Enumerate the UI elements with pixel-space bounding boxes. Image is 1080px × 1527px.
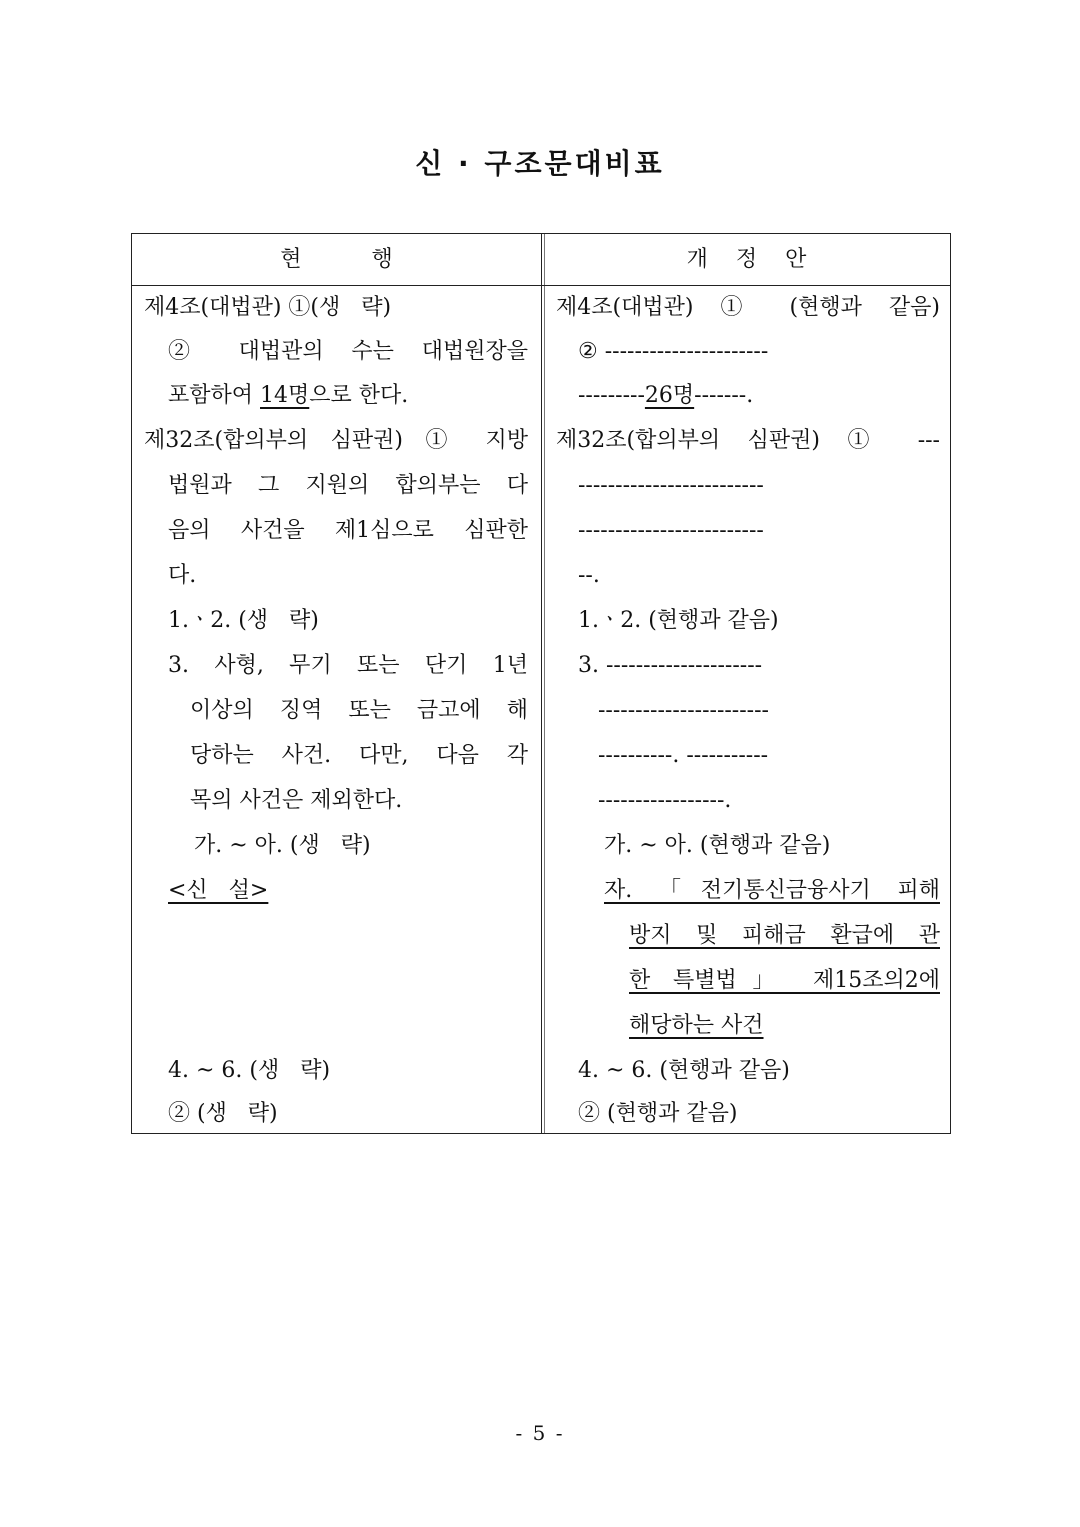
proposed-new-subitem-line4: 해당하는 사건	[629, 1013, 764, 1038]
page-number: - 5 -	[515, 1421, 565, 1445]
current-subitems: 가. ~ 아. (생 략)	[194, 833, 371, 858]
current-new-marker-text: <신 설>	[168, 878, 269, 903]
current-art32-heading: 제32조(합의부의 심판권) ① 지방	[144, 428, 528, 453]
current-text: 으로 한다.	[309, 383, 409, 408]
proposed-art4-heading: 제4조(대법관) ① (현행과 같음)	[556, 295, 940, 320]
proposed-items-1-2: 1.ㆍ2. (현행과 같음)	[578, 608, 779, 633]
header-current: 현 행	[280, 247, 393, 272]
comparison-table	[131, 233, 951, 1134]
current-art32-para2: ② (생 략)	[168, 1101, 278, 1126]
current-art32-line2: 법원과 그 지원의 합의부는 다	[168, 473, 528, 498]
current-item3-line1: 3. 사형, 무기 또는 단기 1년	[168, 653, 528, 678]
current-text: 포함하여	[168, 383, 261, 408]
proposed-art32-line3: -------------------------	[578, 518, 764, 543]
proposed-art4-para2-line1: ② ----------------------	[578, 339, 769, 364]
column-divider	[541, 234, 542, 1133]
column-divider-inner	[544, 234, 545, 1133]
proposed-art32-para2: ② (현행과 같음)	[578, 1101, 738, 1126]
current-art4-para2-line2	[168, 374, 408, 418]
proposed-item3-line4: -----------------.	[598, 788, 732, 813]
page-title: 신 · 구조문대비표	[415, 147, 665, 180]
current-item3-line3: 당하는 사건. 다만, 다음 각	[190, 743, 528, 768]
proposed-art32-line4: --.	[578, 563, 600, 588]
proposed-art4-para2-line2	[578, 374, 753, 418]
proposed-item3-line1: 3. ---------------------	[578, 653, 763, 678]
current-art32-line3: 음의 사건을 제1심으로 심판한	[168, 518, 528, 543]
current-art4-para2-line1: ② 대법관의 수는 대법원장을	[168, 339, 528, 364]
current-items-1-2: 1.ㆍ2. (생 략)	[168, 608, 319, 633]
current-art4-heading: 제4조(대법관) ①(생 략)	[144, 295, 392, 320]
proposed-new-subitem-line1: 자. 「전기통신금융사기 피해	[604, 878, 940, 903]
proposed-dashes: ---------	[578, 383, 645, 408]
current-item3-line4: 목의 사건은 제외한다.	[190, 788, 403, 813]
current-new-marker	[168, 869, 268, 913]
proposed-art32-line2: -------------------------	[578, 473, 764, 498]
proposed-art32-heading: 제32조(합의부의 심판권) ① ---	[556, 428, 940, 453]
header-proposed: 개 정 안	[686, 247, 807, 272]
current-items-4-6: 4. ~ 6. (생 략)	[168, 1058, 331, 1083]
proposed-item3-line2: -----------------------	[598, 698, 769, 723]
proposed-subitems: 가. ~ 아. (현행과 같음)	[604, 833, 831, 858]
proposed-items-4-6: 4. ~ 6. (현행과 같음)	[578, 1058, 790, 1083]
current-art32-line4: 다.	[168, 563, 197, 588]
proposed-dashes: -------.	[694, 383, 754, 408]
current-item3-line2: 이상의 징역 또는 금고에 해	[190, 698, 528, 723]
proposed-new-subitem-line3: 한 특별법」 제15조의2에	[629, 968, 940, 993]
current-judge-count: 14명	[260, 383, 310, 408]
proposed-item3-line3: ----------. -----------	[598, 743, 769, 768]
proposed-judge-count: 26명	[644, 383, 695, 408]
proposed-new-subitem-line2: 방지 및 피해금 환급에 관	[629, 923, 940, 948]
